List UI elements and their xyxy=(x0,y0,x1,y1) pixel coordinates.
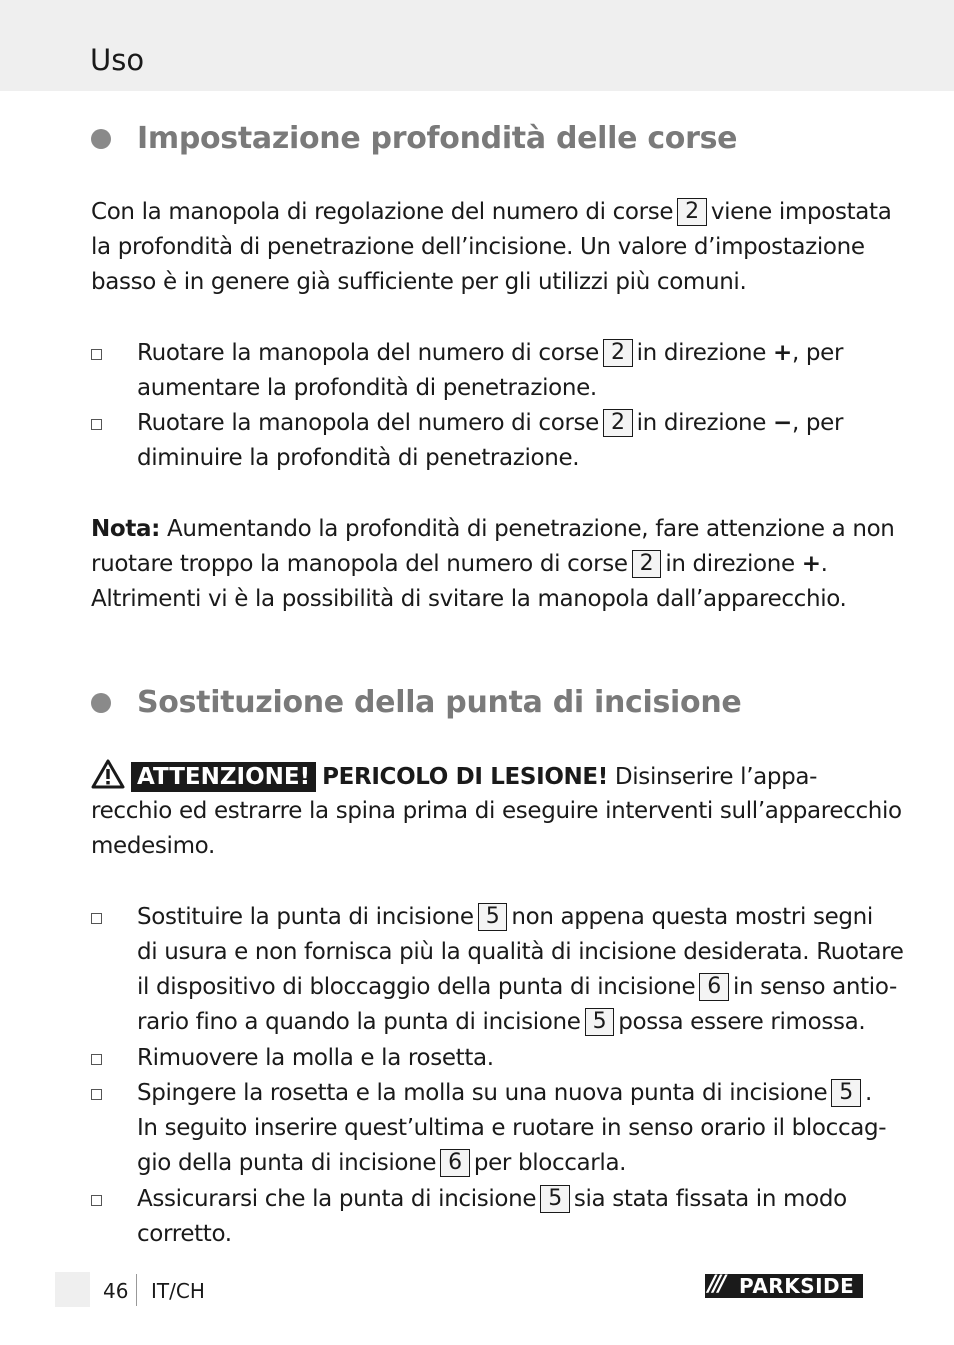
part-reference: 5 xyxy=(585,1008,615,1036)
part-reference: 2 xyxy=(603,409,633,437)
warning-text: Disinserire l’appa- xyxy=(614,764,818,790)
checkbox-bullet-icon xyxy=(91,1195,102,1206)
intro-paragraph xyxy=(91,195,892,300)
footer-tab xyxy=(55,1272,90,1307)
checkbox-bullet-icon xyxy=(91,1054,102,1065)
chapter-title: Uso xyxy=(90,43,145,77)
intro-text: la profondità di penetrazione dell’incisione. Un valore d’impostazione xyxy=(91,234,865,260)
item-text: di usura e non fornisca più la qualità di incisione desiderata. Ruotare xyxy=(137,939,904,965)
part-reference: 2 xyxy=(632,550,662,578)
note-text: ruotare troppo la manopola del numero di corse xyxy=(91,551,628,577)
part-reference: 6 xyxy=(699,973,729,1001)
item-text: Ruotare la manopola del numero di corse xyxy=(137,410,599,436)
section-heading-engraving-tip xyxy=(91,683,871,723)
attention-badge: ATTENZIONE! xyxy=(131,762,316,792)
direction-sign: − xyxy=(773,410,792,436)
item-text: possa essere rimossa. xyxy=(618,1009,866,1035)
section-heading-text: Impostazione profondità delle corse xyxy=(137,121,738,156)
note-text: Altrimenti vi è la possibilità di svitare la manopola dall’apparecchio. xyxy=(91,586,847,612)
checkbox-bullet-icon xyxy=(91,1089,102,1100)
item-text: In seguito inserire quest’ultima e ruotare in senso orario il bloccag- xyxy=(137,1115,887,1141)
item-text: in senso antio- xyxy=(732,974,897,1000)
checkbox-bullet-icon xyxy=(91,913,102,924)
item-text: gio della punta di incisione xyxy=(137,1150,437,1176)
item-text: in direzione xyxy=(636,410,767,436)
part-reference: 2 xyxy=(603,339,633,367)
section-heading-stroke-depth xyxy=(91,119,871,159)
part-reference: 5 xyxy=(478,903,508,931)
note-text: Aumentando la profondità di penetrazione, fare attenzione a non xyxy=(166,516,895,542)
warning-paragraph xyxy=(91,759,902,864)
heading-bullet-icon xyxy=(91,693,111,713)
part-reference: 5 xyxy=(540,1185,570,1213)
page-number: 46 xyxy=(103,1279,129,1303)
item-text: non appena questa mostri segni xyxy=(511,904,873,930)
item-text: Rimuovere la molla e la rosetta. xyxy=(137,1045,494,1071)
danger-label: PERICOLO DI LESIONE! xyxy=(322,764,608,790)
page-header xyxy=(0,0,954,91)
item-text: corretto. xyxy=(137,1221,232,1247)
direction-sign: + xyxy=(801,551,821,577)
item-text: diminuire la profondità di penetrazione. xyxy=(137,445,580,471)
direction-sign: + xyxy=(773,340,792,366)
note-label: Nota: xyxy=(91,516,161,542)
item-text: . xyxy=(864,1080,872,1106)
item-text: rario fino a quando la punta di incisione xyxy=(137,1009,581,1035)
checkbox-bullet-icon xyxy=(91,349,102,360)
item-text: , per xyxy=(791,340,844,366)
note-paragraph xyxy=(91,512,895,617)
note-text: in direzione xyxy=(665,551,795,577)
item-text: sia stata fissata in modo xyxy=(573,1186,847,1212)
item-text: Ruotare la manopola del numero di corse xyxy=(137,340,599,366)
part-reference: 5 xyxy=(831,1079,861,1107)
checkbox-bullet-icon xyxy=(91,419,102,430)
part-reference: 2 xyxy=(677,198,707,226)
parkside-logo xyxy=(705,1274,863,1298)
intro-text: viene impostata xyxy=(710,199,892,225)
item-text: Spingere la rosetta e la molla su una nuova punta di incisione xyxy=(137,1080,828,1106)
item-text: per bloccarla. xyxy=(473,1150,627,1176)
item-text: aumentare la profondità di penetrazione. xyxy=(137,375,597,401)
section-heading-text: Sostituzione della punta di incisione xyxy=(137,685,742,720)
footer-divider xyxy=(136,1274,137,1306)
logo-slashes: /// xyxy=(708,1274,724,1297)
language-code: IT/CH xyxy=(151,1279,205,1303)
note-text: . xyxy=(820,551,828,577)
logo-text: PARKSIDE xyxy=(739,1274,855,1298)
heading-bullet-icon xyxy=(91,129,111,149)
item-text: il dispositivo di bloccaggio della punta di incisione xyxy=(137,974,696,1000)
item-text: in direzione xyxy=(636,340,767,366)
item-text: Assicurarsi che la punta di incisione xyxy=(137,1186,537,1212)
intro-text: Con la manopola di regolazione del numero di corse xyxy=(91,199,674,225)
warning-text: recchio ed estrarre la spina prima di eseguire interventi sull’apparecchio xyxy=(91,798,902,824)
intro-text: basso è in genere già sufficiente per gli utilizzi più comuni. xyxy=(91,269,747,295)
item-text: Sostituire la punta di incisione xyxy=(137,904,474,930)
warning-triangle-icon xyxy=(91,759,125,789)
part-reference: 6 xyxy=(440,1149,470,1177)
warning-text: medesimo. xyxy=(91,833,215,859)
item-text: , per xyxy=(791,410,844,436)
